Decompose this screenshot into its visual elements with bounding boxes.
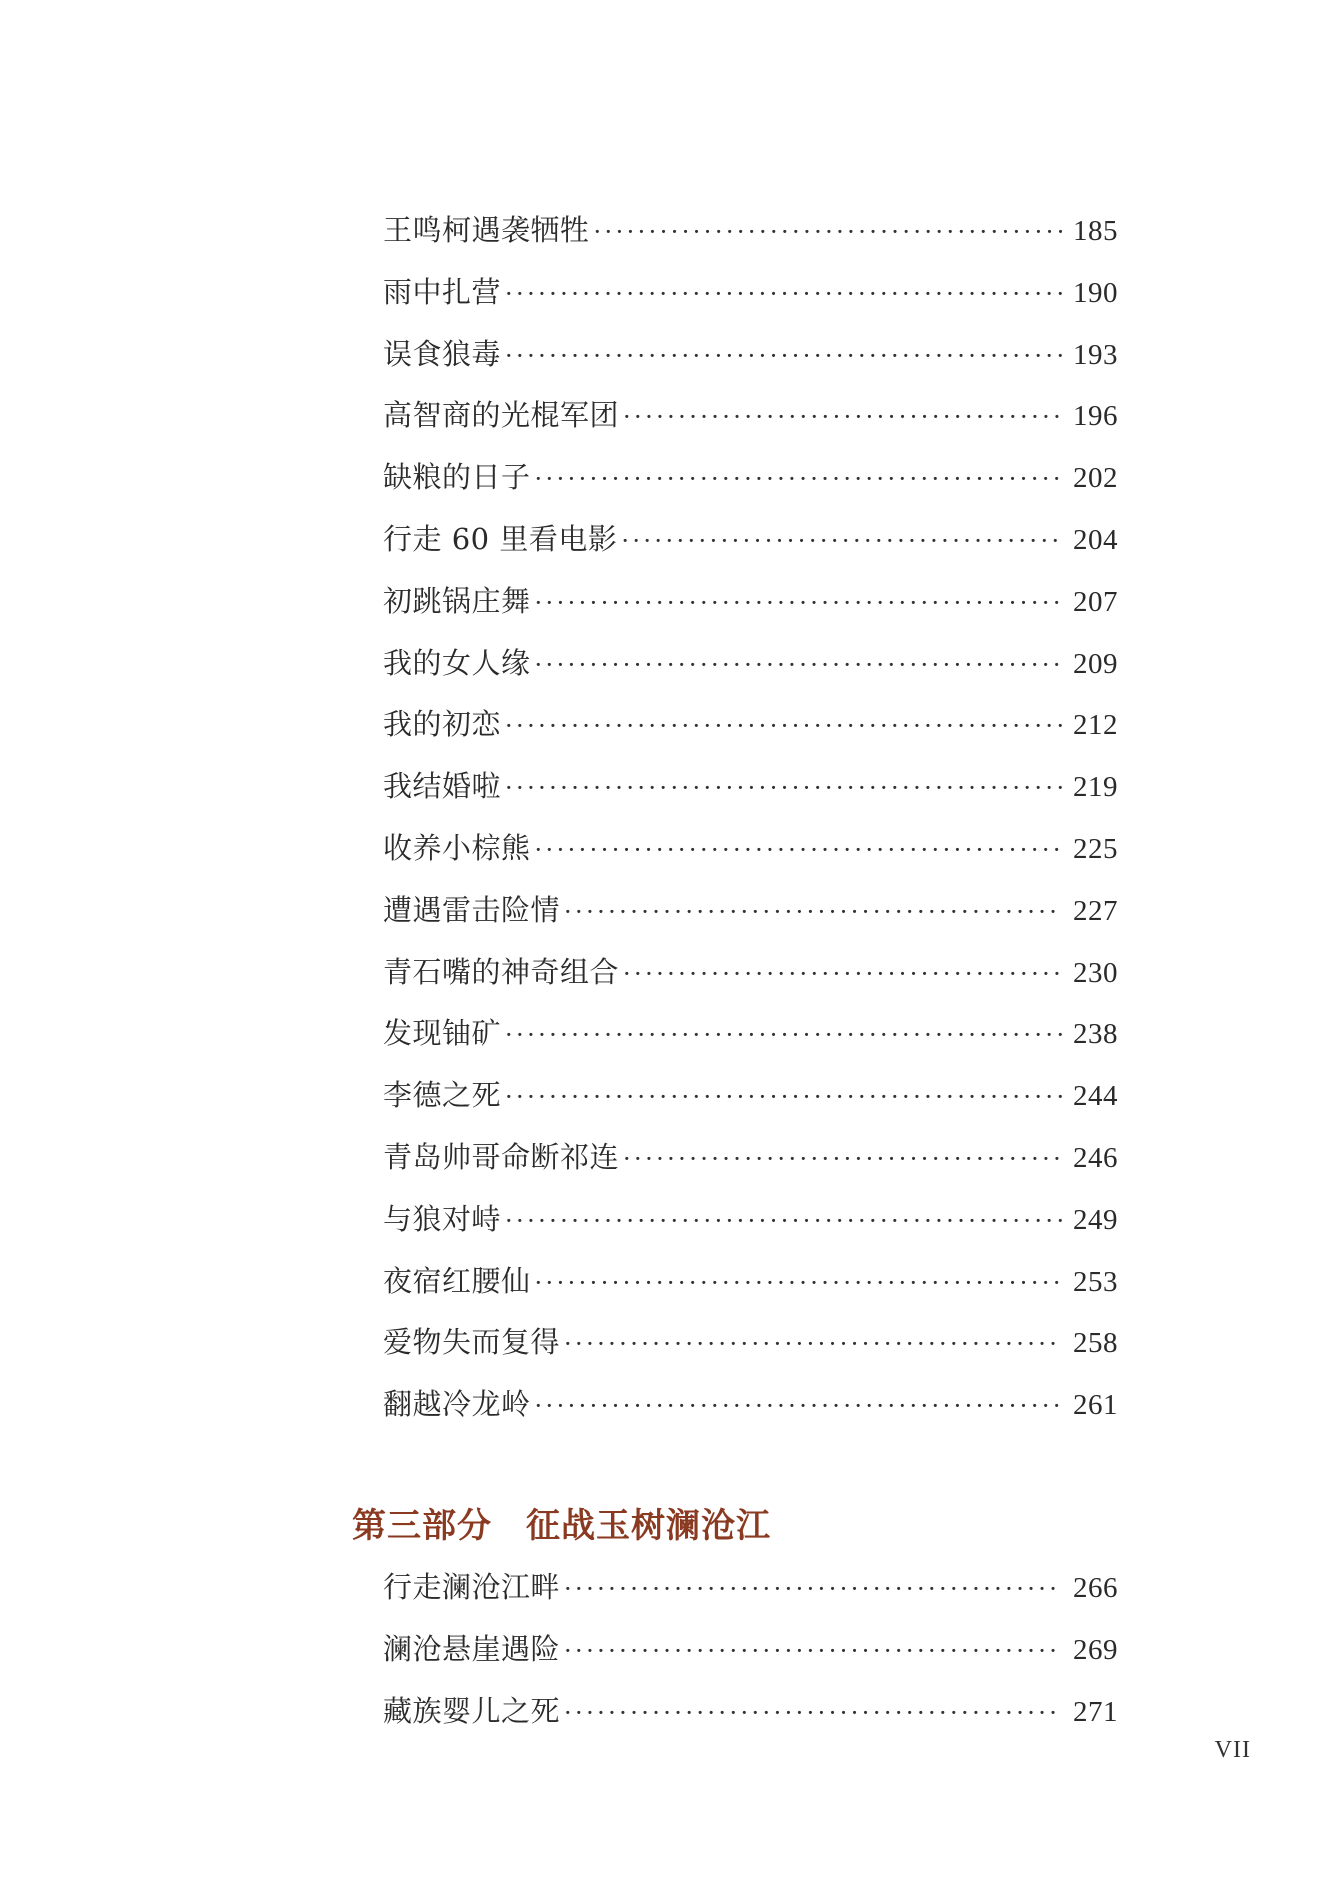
dot-leader [535,1258,1062,1308]
dot-leader [535,640,1062,690]
dot-leader [505,763,1062,813]
toc-entry-page: 261 [1073,1389,1118,1422]
toc-list [383,205,1118,1441]
toc-entry[interactable] [383,390,1118,452]
toc-entry-page: 185 [1073,215,1118,247]
toc-entry-page: 193 [1073,338,1118,371]
dot-leader [505,1072,1062,1122]
toc-entry[interactable] [383,576,1118,638]
toc-entry-page: 238 [1073,1018,1118,1051]
dot-leader [623,949,1062,999]
toc-entry-title: 行走 60 里看电影 [383,521,618,556]
part-heading[interactable] [352,1498,771,1547]
toc-entry[interactable] [383,761,1118,823]
toc-entry[interactable] [383,267,1118,329]
toc-entry-title: 初跳锅庄舞 [383,583,531,618]
dot-leader [623,1134,1062,1184]
toc-entry-page: 207 [1073,585,1118,618]
toc-entry-title: 夜宿红腰仙 [383,1263,531,1298]
toc-entry-title: 收养小棕熊 [383,830,531,865]
dot-leader [564,1626,1062,1676]
toc-entry[interactable] [383,823,1118,885]
dot-leader [564,1319,1062,1369]
toc-entry-page: 269 [1073,1633,1118,1666]
dot-leader [505,701,1062,751]
toc-entry[interactable] [383,1686,1118,1748]
toc-entry[interactable] [383,1256,1118,1318]
dot-leader [505,331,1062,381]
toc-entry-title: 我的女人缘 [383,645,531,680]
dot-leader [535,454,1062,504]
toc-entry-page: 253 [1073,1265,1118,1298]
toc-entry[interactable] [383,1624,1118,1686]
toc-entry[interactable] [383,1132,1118,1194]
toc-entry[interactable] [383,638,1118,700]
dot-leader [505,1010,1062,1060]
toc-entry-title: 行走澜沧江畔 [383,1570,561,1604]
toc-entry-title: 爱物失而复得 [383,1325,561,1360]
toc-entry[interactable] [383,1379,1118,1441]
toc-entry-page: 225 [1073,832,1118,865]
toc-entry[interactable] [383,947,1118,1009]
toc-entry-title: 藏族婴儿之死 [383,1693,561,1728]
toc-list-part3 [383,1562,1118,1747]
dot-leader [535,1381,1062,1431]
toc-entry-page: 271 [1073,1695,1118,1728]
toc-entry[interactable] [383,699,1118,761]
toc-entry-title: 我的初恋 [383,707,502,742]
toc-entry-title: 翻越冷龙岭 [383,1387,531,1422]
toc-entry-page: 219 [1073,771,1118,804]
toc-entry-page: 258 [1073,1327,1118,1360]
toc-entry[interactable] [383,514,1118,576]
toc-entry-page: 227 [1073,894,1118,927]
toc-entry[interactable] [383,205,1118,267]
dot-leader [535,578,1062,628]
toc-entry-title: 王鸣柯遇袭牺牲 [383,213,590,247]
dot-leader [505,1196,1062,1246]
toc-entry-page: 209 [1073,647,1118,680]
toc-entry-page: 204 [1073,523,1118,556]
toc-entry-title: 青石嘴的神奇组合 [383,954,620,989]
toc-entry-title: 雨中扎营 [383,274,502,309]
toc-entry[interactable] [383,1317,1118,1379]
dot-leader [564,1564,1062,1614]
toc-entry[interactable] [383,452,1118,514]
toc-entry[interactable] [383,885,1118,947]
toc-entry-title: 缺粮的日子 [383,460,531,495]
dot-leader [535,825,1062,875]
toc-entry-page: 246 [1073,1141,1118,1174]
toc-entry-page: 202 [1073,462,1118,495]
dot-leader [505,269,1062,319]
toc-entry-page: 244 [1073,1080,1118,1113]
toc-entry-title: 遭遇雷击险情 [383,892,561,927]
toc-entry-page: 230 [1073,956,1118,989]
toc-entry-title: 发现铀矿 [383,1016,502,1051]
toc-entry[interactable] [383,1194,1118,1256]
part-label: 第三部分 [352,1506,492,1546]
toc-entry[interactable] [383,329,1118,391]
toc-entry-title: 李德之死 [383,1078,502,1113]
dot-leader [623,392,1062,442]
dot-leader [564,887,1062,937]
toc-entry-title: 误食狼毒 [383,336,502,371]
toc-entry-title: 与狼对峙 [383,1201,502,1236]
toc-entry-page: 212 [1073,709,1118,742]
toc-entry-title: 澜沧悬崖遇险 [383,1631,561,1666]
toc-entry[interactable] [383,1070,1118,1132]
page-number: VII [1214,1737,1251,1763]
dot-leader [621,516,1062,566]
toc-entry-title: 我结婚啦 [383,769,502,804]
toc-entry[interactable] [383,1562,1118,1624]
part-title: 征战玉树澜沧江 [526,1506,771,1546]
toc-entry-page: 266 [1073,1572,1118,1604]
dot-leader [564,1688,1062,1738]
toc-entry-title: 青岛帅哥命断祁连 [383,1139,620,1174]
toc-entry-page: 190 [1073,276,1118,309]
toc-entry-title: 高智商的光棍军团 [383,398,620,433]
toc-entry[interactable] [383,1008,1118,1070]
toc-entry-page: 196 [1073,400,1118,433]
dot-leader [594,207,1062,257]
toc-entry-page: 249 [1073,1203,1118,1236]
